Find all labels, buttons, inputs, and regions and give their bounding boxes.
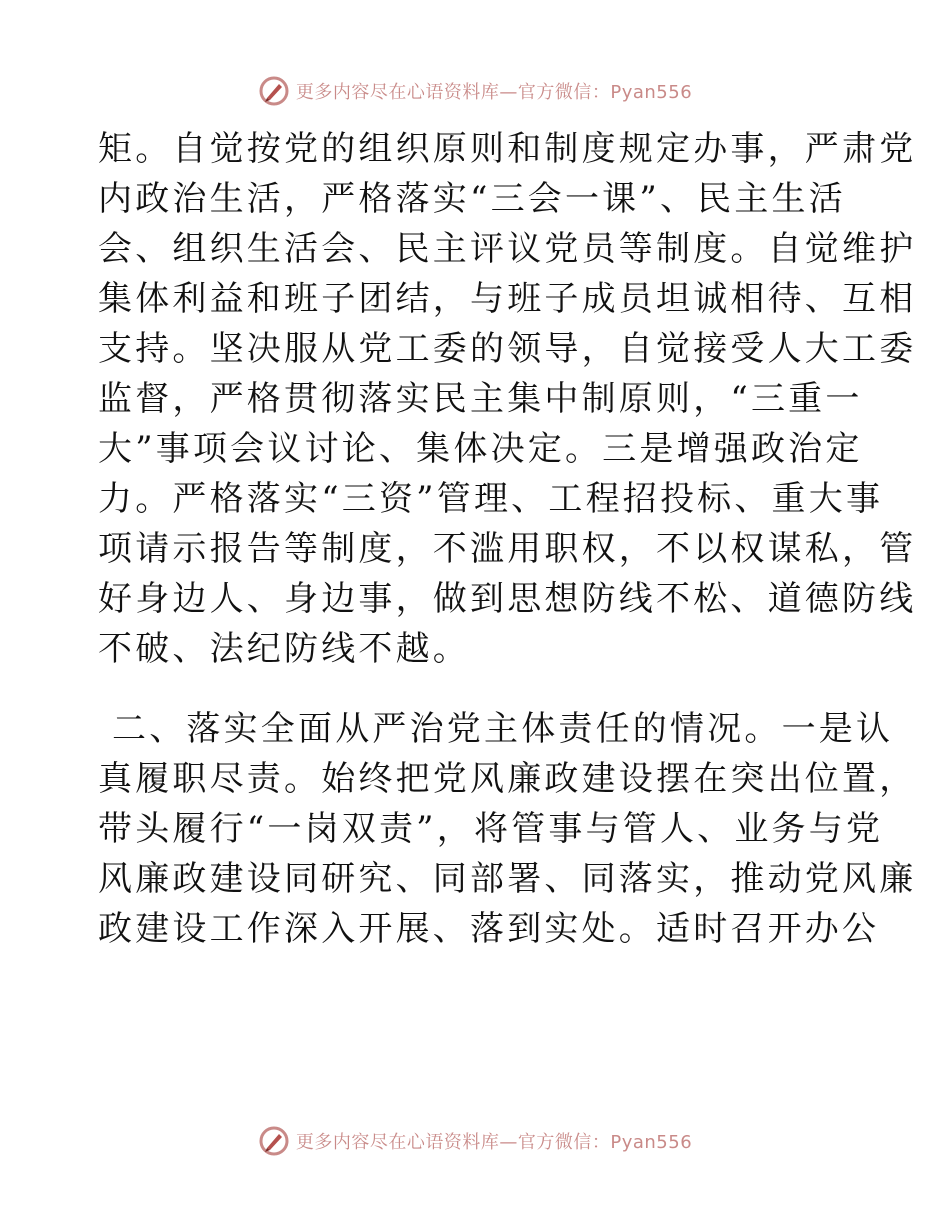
pen-seal-logo-icon: [258, 75, 290, 107]
watermark-text: 更多内容尽在心语资料库—官方微信：Pyan556: [295, 1132, 693, 1153]
text-line: 会、组织生活会、民主评议党员等制度。自觉维护: [98, 229, 917, 269]
watermark-text: 更多内容尽在心语资料库—官方微信：Pyan556: [295, 82, 693, 103]
text-line: 力。严格落实“三资”管理、工程招投标、重大事: [98, 479, 884, 519]
footer-watermark: [0, 1124, 950, 1158]
text-line: 内政治生活，严格落实“三会一课”、民主生活: [98, 179, 846, 219]
text-line: 支持。坚决服从党工委的领导，自觉接受人大工委: [98, 329, 917, 369]
text-line: 不破、法纪防线不越。: [98, 629, 470, 669]
text-line: 监督，严格贯彻落实民主集中制原则，“三重一: [98, 379, 863, 419]
header-watermark: [0, 74, 950, 108]
text-line: 矩。自觉按党的组织原则和制度规定办事，严肃党: [98, 129, 917, 169]
pen-seal-logo-icon: [258, 1125, 290, 1157]
text-line: 大”事项会议讨论、集体决定。三是增强政治定: [98, 429, 863, 469]
text-line: 真履职尽责。始终把党风廉政建设摆在突出位置，: [98, 759, 917, 799]
text-line: 好身边人、身边事，做到思想防线不松、道德防线: [98, 579, 917, 619]
text-line: 项请示报告等制度，不滥用职权，不以权谋私，管: [98, 529, 917, 569]
text-line: 政建设工作深入开展、落到实处。适时召开办公: [98, 909, 880, 949]
text-line: 风廉政建设同研究、同部署、同落实，推动党风廉: [98, 859, 917, 899]
text-line: 带头履行“一岗双责”，将管事与管人、业务与党: [98, 809, 884, 849]
document-body: [98, 124, 917, 954]
text-line: 二、落实全面从严治党主体责任的情况。一是认: [98, 709, 894, 749]
paragraph-2: [98, 704, 917, 954]
paragraph-1: [98, 124, 917, 674]
text-line: 集体利益和班子团结，与班子成员坦诚相待、互相: [98, 279, 917, 319]
